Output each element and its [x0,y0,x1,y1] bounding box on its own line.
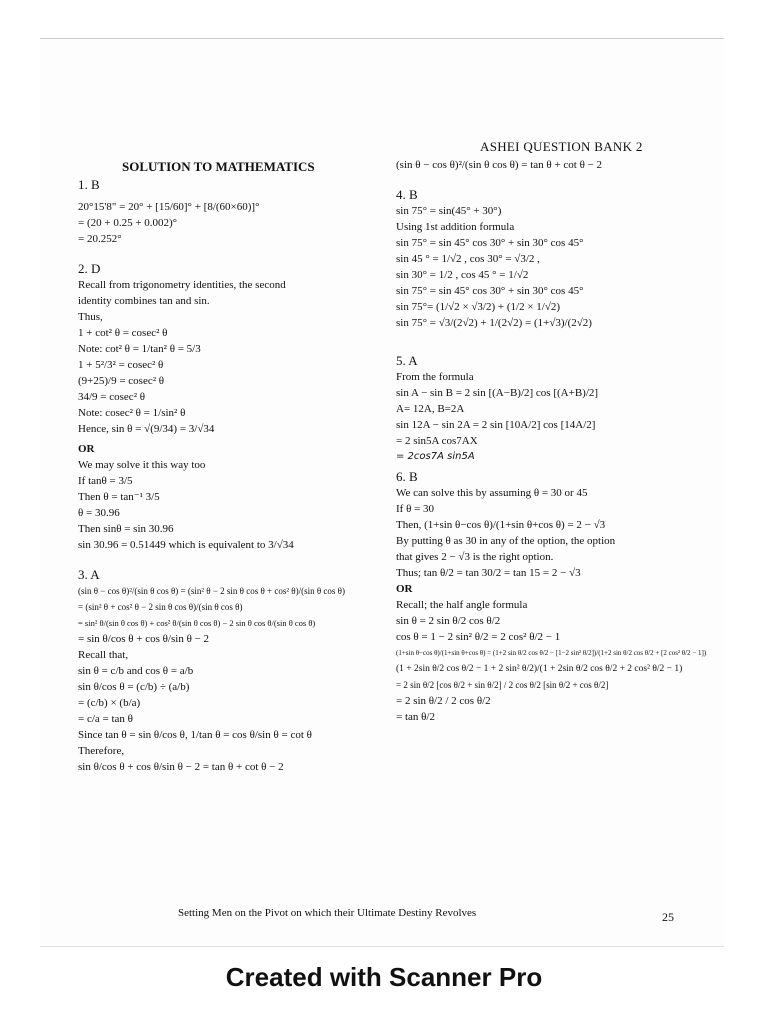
scanner-credit: Created with Scanner Pro [225,962,543,992]
solution-line: We may solve it this way too [78,459,206,471]
solution-line: A= 12A, B=2A [396,403,465,415]
solution-line: OR [396,583,413,595]
left-column [78,177,378,775]
solution-line: θ = 30.96 [78,507,120,519]
solution-line: (sin θ − cos θ)²/(sin θ cos θ) = (sin² θ − 2 sin θ cos θ + cos² θ)/(sin θ cos θ) [78,586,345,596]
solution-line: sin θ = c/b and cos θ = a/b [78,665,194,677]
solution-line: Then θ = tan⁻¹ 3/5 [78,491,160,503]
solution-line: 1 + cot² θ = cosec² θ [78,327,168,339]
solution-line: sin 75° = sin(45° + 30°) [396,205,502,217]
right-column [396,157,718,725]
solution-line: (1 + 2sin θ/2 cos θ/2 − 1 + 2 sin² θ/2)/(1 + 2sin θ/2 cos θ/2 + 2 cos² θ/2 − 1) [396,664,683,674]
question-number: 1. B [78,177,100,192]
solution-line: sin 75° = √3/(2√2) + 1/(2√2) = (1+√3)/(2√2) [396,317,592,329]
handwritten-note: = 2cos7A sin5A [396,451,475,462]
solution-line: Note: cosec² θ = 1/sin² θ [78,407,186,419]
solution-line: = 2 sin θ/2 [cos θ/2 + sin θ/2] / 2 cos θ/2 [sin θ/2 + cos θ/2] [396,680,609,690]
solution-line: = 2 sin θ/2 / 2 cos θ/2 [396,695,491,707]
answer-1 [78,177,378,247]
header-title: ASHEI QUESTION BANK 2 [480,139,643,154]
question-number: 2. D [78,261,101,276]
solution-line: = (sin² θ + cos² θ − 2 sin θ cos θ)/(sin θ cos θ) [78,602,243,612]
page-footer: Setting Men on the Pivot on which their Ultimate Destiny Revolves [178,907,477,919]
solution-line: = 20.252° [78,233,122,245]
solution-line: cos θ = 1 − 2 sin² θ/2 = 2 cos² θ/2 − 1 [396,631,561,643]
answer-2 [78,261,378,553]
solution-line: If tanθ = 3/5 [78,475,133,487]
question-number: 5. A [396,353,418,368]
solution-line: 20°15'8" = 20° + [15/60]° + [8/(60×60)]° [78,201,260,213]
solution-line: By putting θ as 30 in any of the option, the option [396,535,616,547]
solution-line: = c/a = tan θ [78,713,133,725]
solution-line: Thus; tan θ/2 = tan 30/2 = tan 15 = 2 − √3 [396,567,581,579]
solution-line: Then sinθ = sin 30.96 [78,523,174,535]
solution-line: sin θ = 2 sin θ/2 cos θ/2 [396,615,501,627]
solution-line: = sin² θ/(sin θ cos θ) + cos² θ/(sin θ cos θ) − 2 sin θ cos θ/(sin θ cos θ) [78,618,316,628]
question-number: 3. A [78,567,100,582]
solution-line: Recall; the half angle formula [396,599,528,611]
solution-line: Therefore, [78,745,125,757]
page-bottom-edge [40,946,724,947]
solution-line: If θ = 30 [396,503,435,515]
solution-line: = tan θ/2 [396,711,435,723]
solution-line: Thus, [78,311,103,323]
answer-5 [396,353,718,465]
solution-line: = sin θ/cos θ + cos θ/sin θ − 2 [78,633,210,645]
solution-line: sin 12A − sin 2A = 2 sin [10A/2] cos [14A/2] [396,419,596,431]
solution-line: sin 30° = 1/2 , cos 45 ° = 1/√2 [396,269,529,281]
solution-line: (9+25)/9 = cosec² θ [78,375,165,387]
solution-line: We can solve this by assuming θ = 30 or 45 [396,487,588,499]
solution-line: that gives 2 − √3 is the right option. [396,551,554,563]
solution-line: 34/9 = cosec² θ [78,391,146,403]
question-number: 4. B [396,187,418,202]
solution-line: Note: cot² θ = 1/tan² θ = 5/3 [78,343,201,355]
solution-line: 1 + 5²/3² = cosec² θ [78,359,164,371]
solution-line: Recall from trigonometry identities, the second [78,279,286,291]
solution-line: sin 45 ° = 1/√2 , cos 30° = √3/2 , [396,253,540,265]
solution-line: identity combines tan and sin. [78,295,210,307]
solution-line: sin 75°= (1/√2 × √3/2) + (1/2 × 1/√2) [396,301,561,313]
solution-line: sin 75° = sin 45° cos 30° + sin 30° cos 45° [396,285,584,297]
solution-line: Using 1st addition formula [396,221,515,233]
solution-line: From the formula [396,371,474,383]
answer-3-continued [396,157,718,173]
solution-line: Then, (1+sin θ−cos θ)/(1+sin θ+cos θ) = 2 − √3 [396,519,606,531]
answer-6 [396,469,718,725]
page-number: 25 [662,910,674,924]
solution-line: Recall that, [78,649,129,661]
solution-line: = 2 sin5A cos7AX [396,435,478,447]
solution-title: SOLUTION TO MATHEMATICS [122,159,315,174]
solution-line: Since tan θ = sin θ/cos θ, 1/tan θ = cos θ/sin θ = cot θ [78,729,312,741]
solution-line: sin A − sin B = 2 sin [(A−B)/2] cos [(A+B)/2] [396,387,599,399]
solution-line: sin θ/cos θ + cos θ/sin θ − 2 = tan θ + cot θ − 2 [78,761,284,773]
document-page [40,38,724,949]
solution-line: sin 30.96 = 0.51449 which is equivalent to 3/√34 [78,539,294,551]
solution-line: Hence, sin θ = √(9/34) = 3/√34 [78,423,215,435]
solution-line: sin 75° = sin 45° cos 30° + sin 30° cos 45° [396,237,584,249]
solution-line: = (c/b) × (b/a) [78,697,141,709]
question-number: 6. B [396,469,418,484]
solution-line: sin θ/cos θ = (c/b) ÷ (a/b) [78,681,190,693]
solution-line: (sin θ − cos θ)²/(sin θ cos θ) = tan θ + cot θ − 2 [396,159,603,171]
solution-line: = (20 + 0.25 + 0.002)° [78,217,178,229]
answer-4 [396,187,718,331]
solution-line: OR [78,443,95,455]
answer-3 [78,567,378,775]
solution-line: (1+sin θ−cos θ)/(1+sin θ+cos θ) = (1+2 sin θ/2 cos θ/2 − [1−2 sin² θ/2])/(1+2 sin θ/2 cos θ/2 + [2 cos² θ/2 − 1]) [396,649,707,657]
